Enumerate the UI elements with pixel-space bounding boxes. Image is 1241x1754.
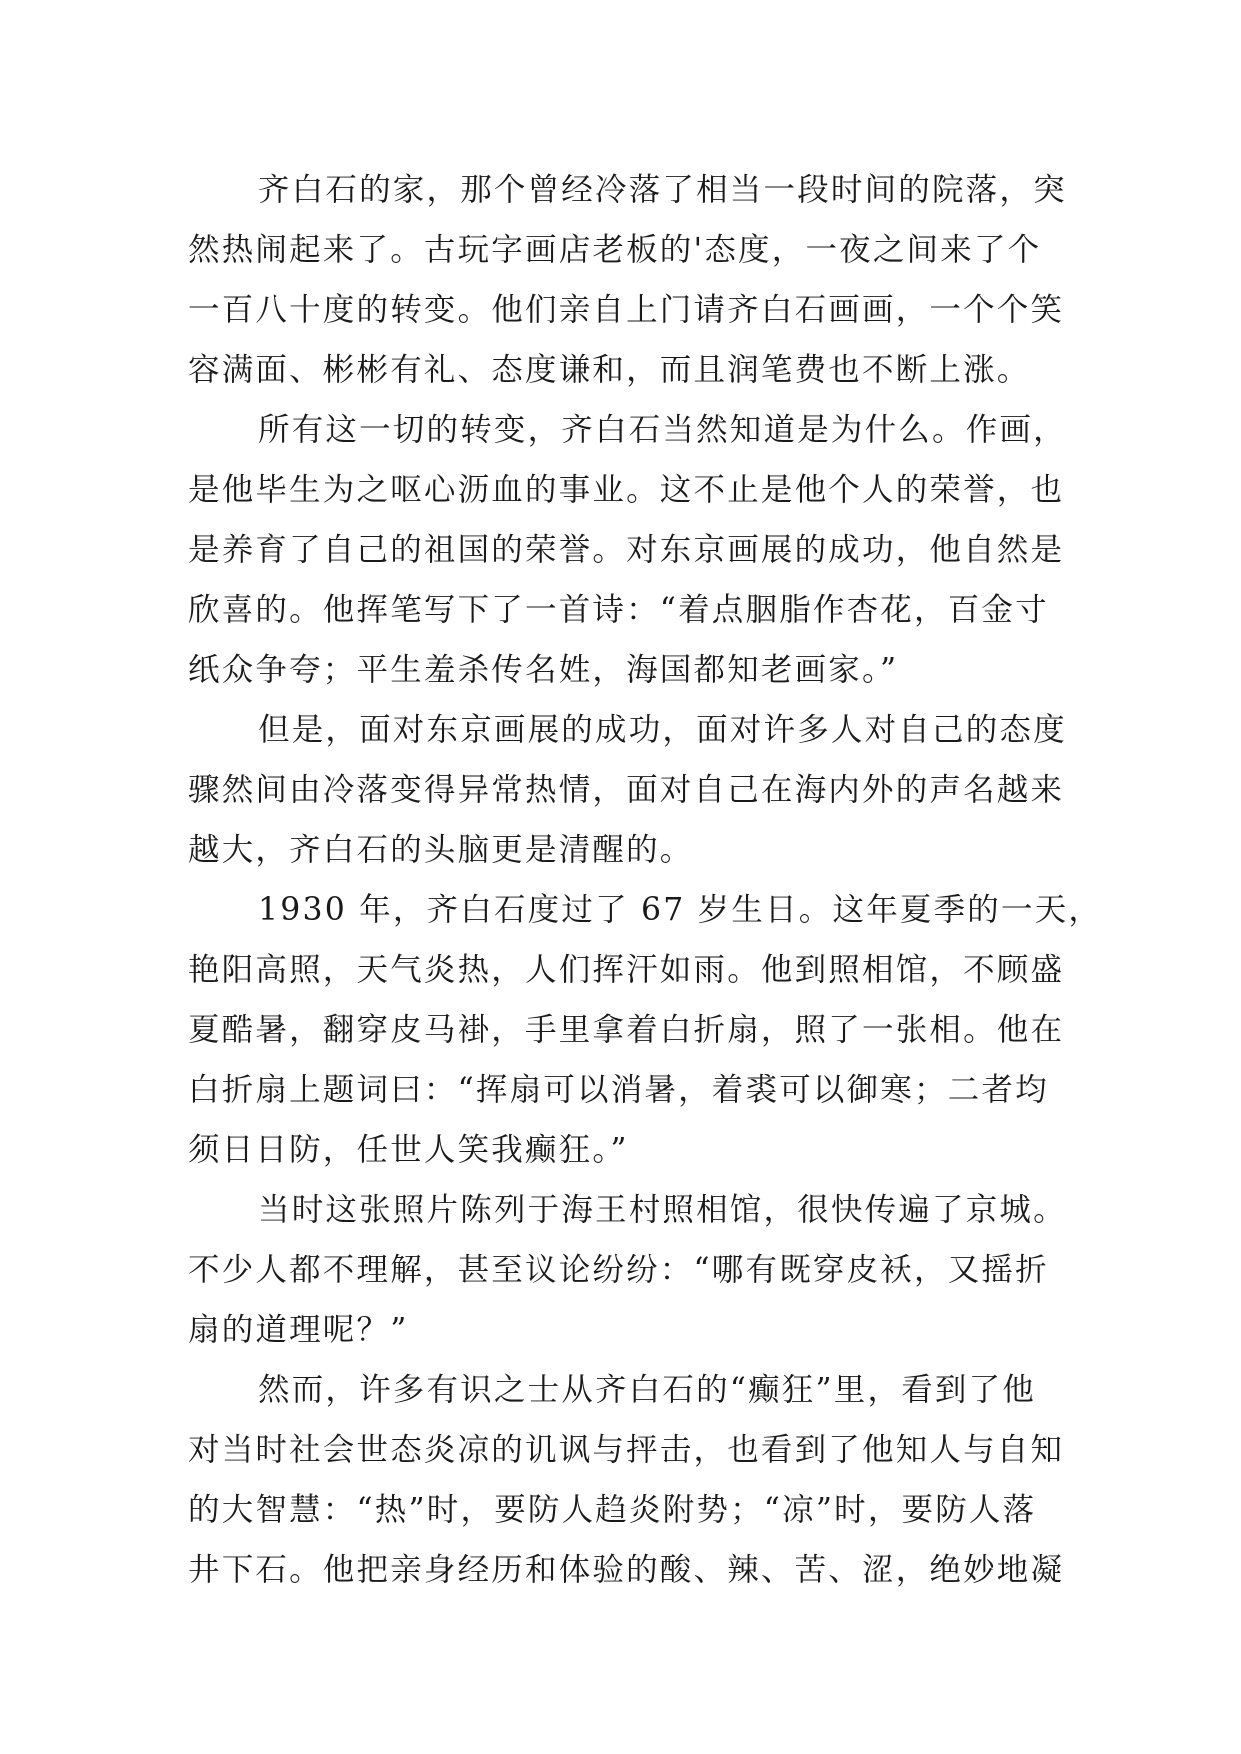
text-line: 然而，许多有识之士从齐白石的“癫狂”里，看到了他 (258, 1372, 1037, 1408)
text-line: 井下石。他把亲身经历和体验的酸、辣、苦、涩，绝妙地凝 (188, 1552, 1065, 1588)
text-line: 所有这一切的转变，齐白石当然知道是为什么。作画， (258, 412, 1067, 448)
text-line: 但是，面对东京画展的成功，面对许多人对自己的态度 (258, 712, 1067, 748)
body-text (188, 160, 1103, 1600)
text-line: 不少人都不理解，甚至议论纷纷：“哪有既穿皮袄，又摇折 (188, 1252, 1049, 1288)
text-line: 1930 年，齐白石度过了 67 岁生日。这年夏季的一天， (258, 892, 1103, 928)
text-line: 一百八十度的转变。他们亲自上门请齐白石画画，一个个笑 (188, 292, 1065, 328)
text-line: 白折扇上题词曰：“挥扇可以消暑，着裘可以御寒；二者均 (188, 1072, 1049, 1108)
text-line: 是养育了自己的祖国的荣誉。对东京画展的成功，他自然是 (188, 532, 1065, 568)
text-line: 对当时社会世态炎凉的讥讽与抨击，也看到了他知人与自知 (188, 1432, 1065, 1468)
text-line: 然热闹起来了。古玩字画店老板的'态度，一夜之间来了个 (188, 232, 1042, 268)
text-line: 纸众争夸；平生羞杀传名姓，海国都知老画家。” (188, 652, 899, 688)
text-line: 扇的道理呢？” (188, 1312, 409, 1348)
text-line: 是他毕生为之呕心沥血的事业。这不止是他个人的荣誉，也 (188, 472, 1065, 508)
text-line: 当时这张照片陈列于海王村照相馆，很快传遍了京城。 (258, 1192, 1067, 1228)
text-line: 须日日防，任世人笑我癫狂。” (188, 1132, 629, 1168)
text-line: 齐白石的家，那个曾经冷落了相当一段时间的院落，突 (258, 172, 1067, 208)
text-line: 骤然间由冷落变得异常热情，面对自己在海内外的声名越来 (188, 772, 1065, 808)
text-line: 容满面、彬彬有礼、态度谦和，而且润笔费也不断上涨。 (188, 352, 1031, 388)
text-line: 欣喜的。他挥笔写下了一首诗：“着点胭脂作杏花，百金寸 (188, 592, 1049, 628)
text-line: 夏酷暑，翻穿皮马褂，手里拿着白折扇，照了一张相。他在 (188, 1012, 1065, 1048)
text-line: 艳阳高照，天气炎热，人们挥汗如雨。他到照相馆，不顾盛 (188, 952, 1065, 988)
text-line: 越大，齐白石的头脑更是清醒的。 (188, 832, 694, 868)
text-line: 的大智慧：“热”时，要防人趋炎附势；“凉”时，要防人落 (188, 1492, 1037, 1528)
